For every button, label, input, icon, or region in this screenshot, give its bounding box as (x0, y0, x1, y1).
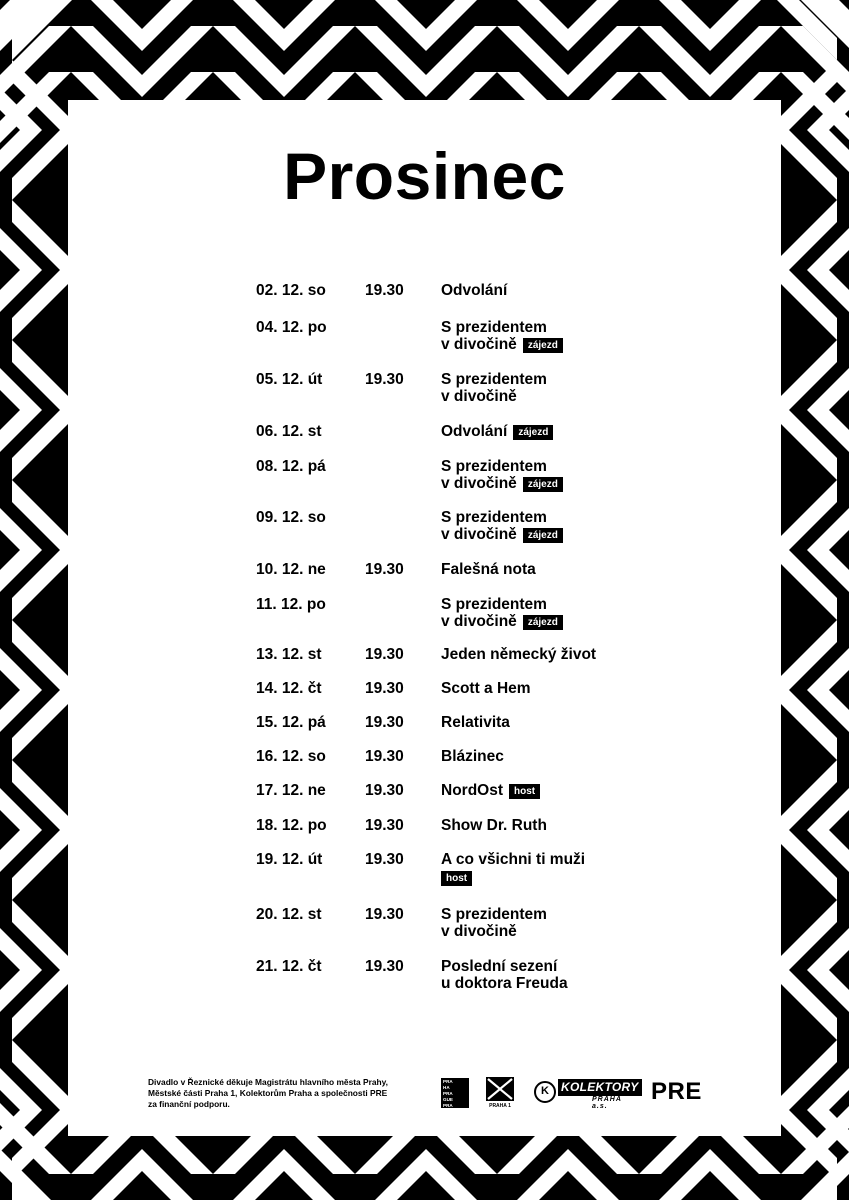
event-title-line: Show Dr. Ruth (441, 817, 547, 834)
praha-city-logo (441, 1078, 469, 1114)
pre-logo: PRE (651, 1078, 702, 1105)
event-time: 19.30 (365, 817, 404, 834)
praha-city-logo-text: PRA (443, 1079, 453, 1084)
event-date: 11. 12. po (256, 596, 326, 613)
praha1-logo-text: PRAHA 1 (489, 1103, 511, 1109)
event-time: 19.30 (365, 646, 404, 663)
event-date: 06. 12. st (256, 423, 322, 440)
event-title (441, 714, 661, 731)
event-title-line: S prezidentem (441, 906, 547, 923)
event-title-line: Relativita (441, 714, 510, 731)
event-title (441, 906, 661, 940)
event-time: 19.30 (365, 714, 404, 731)
event-title-line: v divočině zájezd (441, 526, 661, 543)
event-title-line: u doktora Freuda (441, 975, 568, 992)
event-date: 04. 12. po (256, 319, 327, 336)
event-time: 19.30 (365, 371, 404, 388)
event-time: 19.30 (365, 851, 404, 868)
event-date: 02. 12. so (256, 282, 326, 299)
event-time: 19.30 (365, 958, 404, 975)
event-date: 18. 12. po (256, 817, 327, 834)
event-title-line: Odvolání zájezd (441, 423, 661, 440)
event-date: 15. 12. pá (256, 714, 326, 731)
event-title-line: Odvolání (441, 282, 508, 299)
event-title (441, 509, 661, 543)
sponsor-text-line: za finanční podporu. (148, 1099, 230, 1109)
event-title (441, 782, 661, 799)
event-title (441, 282, 661, 299)
event-time: 19.30 (365, 680, 404, 697)
praha-city-logo-text: GA (443, 1109, 450, 1114)
event-title (441, 371, 661, 405)
event-title (441, 817, 661, 834)
event-title (441, 423, 661, 440)
event-title (441, 319, 661, 353)
event-time: 19.30 (365, 906, 404, 923)
event-time: 19.30 (365, 561, 404, 578)
event-title (441, 458, 661, 492)
event-title-line: v divočině zájezd (441, 475, 661, 492)
event-title-line: S prezidentem (441, 596, 547, 613)
event-title-line: v divočině zájezd (441, 613, 661, 630)
event-title (441, 958, 661, 992)
praha-city-logo-text: PRA (443, 1091, 453, 1096)
event-date: 21. 12. čt (256, 958, 322, 975)
event-tag-badge: zájezd (513, 425, 553, 440)
event-tag-badge: zájezd (523, 615, 563, 630)
event-title-line: A co všichni ti muži (441, 851, 586, 868)
event-title-line: NordOst host (441, 782, 661, 799)
praha-city-logo-text: HA (443, 1085, 450, 1090)
event-title (441, 680, 661, 697)
event-date: 14. 12. čt (256, 680, 322, 697)
event-title (441, 596, 661, 630)
event-time: 19.30 (365, 282, 404, 299)
event-title-line: S prezidentem (441, 458, 547, 475)
kolektory-subtitle: PRAHA a.s. (592, 1096, 622, 1110)
praha1-emblem-icon (486, 1077, 514, 1101)
event-date: 17. 12. ne (256, 782, 326, 799)
kolektory-logo (534, 1079, 639, 1110)
event-date: 08. 12. pá (256, 458, 326, 475)
event-title-line: v divočině (441, 388, 517, 405)
event-tag-badge: host (509, 784, 540, 799)
event-time: 19.30 (365, 782, 404, 799)
event-title-line: S prezidentem (441, 371, 547, 388)
event-date: 09. 12. so (256, 509, 326, 526)
event-title-line: Poslední sezení (441, 958, 558, 975)
event-title-line: v divočině (441, 923, 517, 940)
event-title-line: Blázinec (441, 748, 504, 765)
event-title-line: Falešná nota (441, 561, 536, 578)
event-title-line: v divočině zájezd (441, 336, 661, 353)
event-date: 13. 12. st (256, 646, 322, 663)
event-title (441, 561, 661, 578)
content-panel (68, 100, 781, 1136)
praha-city-logo-text: GUE (443, 1097, 453, 1102)
page-title: Prosinec (283, 139, 566, 213)
event-title-line: S prezidentem (441, 319, 547, 336)
event-title (441, 748, 661, 765)
event-date: 05. 12. út (256, 371, 323, 388)
praha-city-logo-text: PRA (443, 1103, 453, 1108)
event-date: 20. 12. st (256, 906, 322, 923)
sponsor-acknowledgement (148, 1077, 428, 1110)
event-tag-badge: zájezd (523, 528, 563, 543)
event-title-line: S prezidentem (441, 509, 547, 526)
event-date: 19. 12. út (256, 851, 323, 868)
kolektory-mark-icon: K (534, 1081, 556, 1103)
event-title (441, 851, 661, 886)
event-tag-badge: host (441, 871, 472, 886)
event-title-line: Jeden německý život (441, 646, 597, 663)
event-date: 16. 12. so (256, 748, 326, 765)
kolektory-name: KOLEKTORY (558, 1079, 642, 1096)
praha1-logo (486, 1077, 514, 1109)
event-date: 10. 12. ne (256, 561, 326, 578)
event-time: 19.30 (365, 748, 404, 765)
sponsor-text-line: Divadlo v Řeznické děkuje Magistrátu hlavního města Prahy, (148, 1077, 389, 1087)
event-title-line: Scott a Hem (441, 680, 531, 697)
event-tag-badge: zájezd (523, 338, 563, 353)
event-tag-badge: zájezd (523, 477, 563, 492)
sponsor-text-line: Městské části Praha 1, Kolektorům Praha a společnosti PRE (148, 1088, 388, 1098)
event-title (441, 646, 661, 663)
